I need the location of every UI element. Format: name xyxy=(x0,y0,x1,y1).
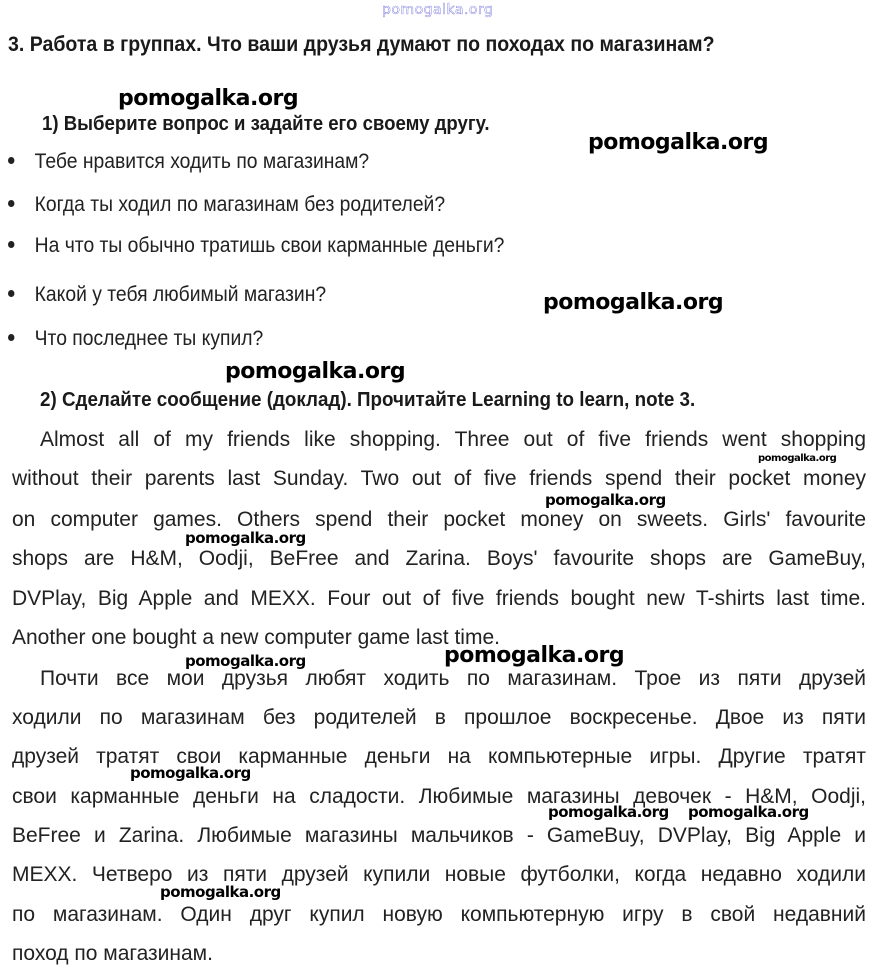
watermark: pomogalka.org xyxy=(130,764,251,782)
question-item: Когда ты ходил по магазинам без родителей? xyxy=(8,193,445,217)
russian-paragraph-line: ходили по магазинам без родителей в прошлое воскресенье. Двое из пяти xyxy=(12,706,866,729)
question-item: Тебе нравится ходить по магазинам? xyxy=(8,150,369,174)
watermark: pomogalka.org xyxy=(588,130,769,155)
english-paragraph-line: shops are H&M, Oodji, BeFree and Zarina. Boys' favourite shops are GameBuy, xyxy=(12,547,866,570)
question-item: На что ты обычно тратишь свои карманные деньги? xyxy=(8,234,504,258)
question-item: Какой у тебя любимый магазин? xyxy=(8,283,326,307)
watermark: pomogalka.org xyxy=(688,803,809,821)
english-paragraph-line: on computer games. Others spend their pocket money on sweets. Girls' favourite xyxy=(12,508,866,531)
task-title: 3. Работа в группах. Что ваши друзья думают по походах по магазинам? xyxy=(8,33,715,56)
russian-paragraph-line: поход по магазинам. xyxy=(12,942,213,965)
russian-paragraph-line: друзей тратят свои карманные деньги на компьютерные игры. Другие тратят xyxy=(12,745,866,768)
russian-paragraph-line: MEXX. Четверо из пяти друзей купили новые футболки, когда недавно ходили xyxy=(12,863,866,886)
english-paragraph-line: DVPlay, Big Apple and MEXX. Four out of five friends bought new T-shirts last time. xyxy=(12,587,866,610)
bullet-icon xyxy=(8,334,14,341)
russian-paragraph-line: Почти все мои друзья любят ходить по магазинам. Трое из пяти друзей xyxy=(40,667,866,690)
part2-heading: 2) Сделайте сообщение (доклад). Прочитайте Learning to learn, note 3. xyxy=(40,389,696,411)
watermark: pomogalka.org xyxy=(160,883,281,901)
watermark: pomogalka.org xyxy=(758,453,837,464)
bullet-icon xyxy=(8,241,14,248)
watermark: pomogalka.org xyxy=(185,652,306,670)
russian-paragraph-line: по магазинам. Один друг купил новую компьютерную игру в свой недавний xyxy=(12,903,866,926)
russian-paragraph-line: BeFree и Zarina. Любимые магазины мальчиков - GameBuy, DVPlay, Big Apple и xyxy=(12,824,866,847)
watermark: pomogalka.org xyxy=(225,359,406,384)
english-paragraph-line: without their parents last Sunday. Two out of five friends spend their pocket money xyxy=(12,467,866,490)
english-paragraph-line: Another one bought a new computer game last time. xyxy=(12,626,500,649)
russian-paragraph-line: свои карманные деньги на сладости. Любимые магазины девочек - H&M, Oodji, xyxy=(12,785,866,808)
watermark: pomogalka.org xyxy=(548,803,669,821)
english-paragraph-line: Almost all of my friends like shopping. Three out of five friends went shopping xyxy=(40,428,866,451)
watermark: pomogalka.org xyxy=(545,491,666,509)
bullet-icon xyxy=(8,290,14,297)
watermark: pomogalka.org xyxy=(118,86,299,111)
bullet-icon xyxy=(8,200,14,207)
watermark: pomogalka.org xyxy=(543,290,724,315)
bullet-icon xyxy=(8,157,14,164)
part1-heading: 1) Выберите вопрос и задайте его своему другу. xyxy=(42,113,490,135)
watermark: pomogalka.org xyxy=(444,643,625,668)
header-watermark: pomogalka.org xyxy=(382,2,494,18)
question-item: Что последнее ты купил? xyxy=(8,327,263,351)
watermark: pomogalka.org xyxy=(185,529,306,547)
